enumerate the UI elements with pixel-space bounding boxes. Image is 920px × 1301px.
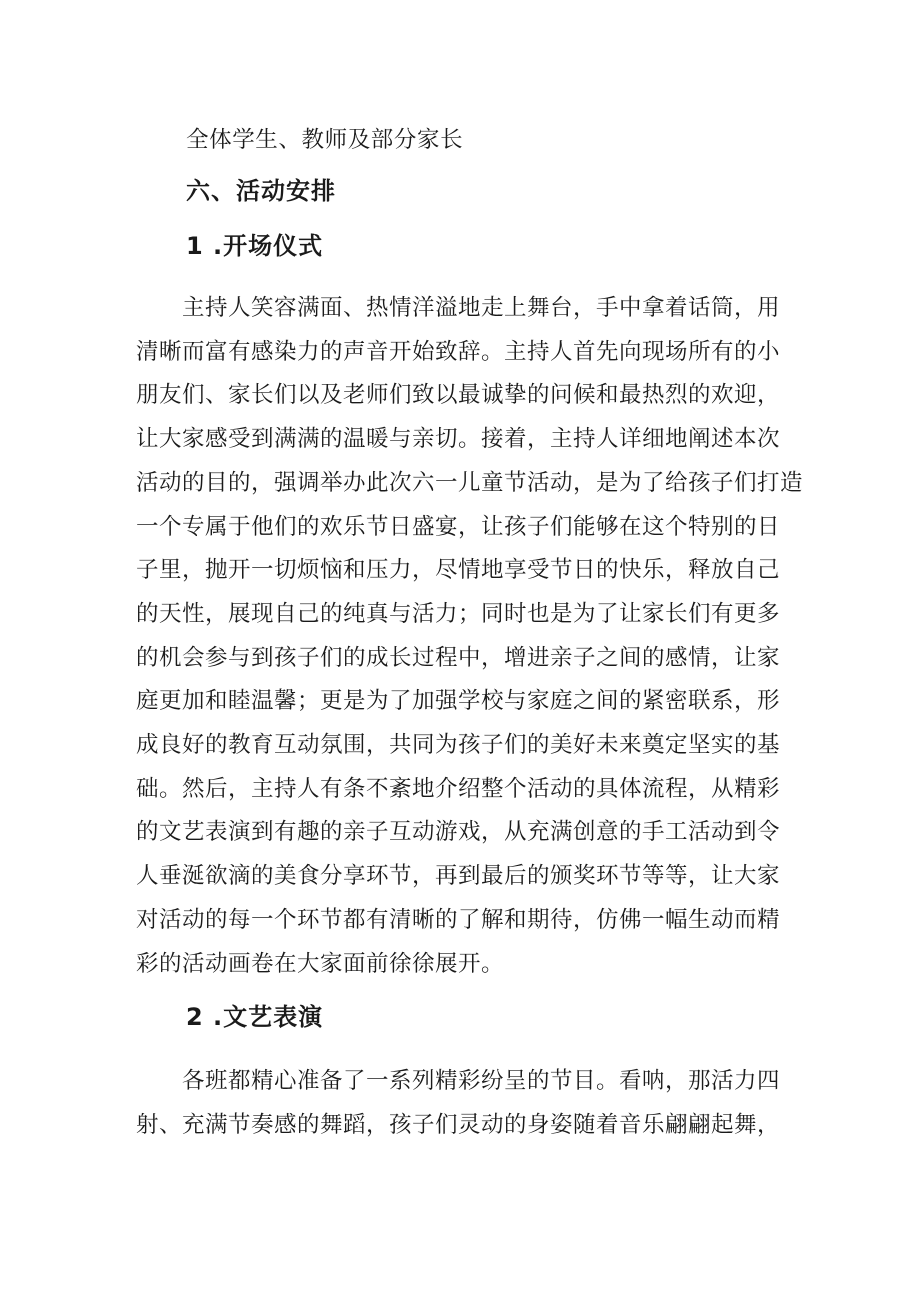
paragraph-line: 主持人笑容满面、热情洋溢地走上舞台，手中拿着话筒，用 [136, 295, 781, 321]
paragraph-line: 成良好的教育互动氛围，共同为孩子们的美好未来奠定坚实的基 [136, 732, 781, 759]
paragraph-line: 让大家感受到满满的温暖与亲切。接着，主持人详细地阐述本次 [136, 426, 781, 453]
subheading-opening-ceremony: 1 .开场仪式 [186, 232, 324, 260]
paragraph-line: 的机会参与到孩子们的成长过程中，增进亲子之间的感情，让家 [136, 644, 781, 671]
section-heading: 六、活动安排 [186, 177, 336, 205]
paragraph-line: 人垂涎欲滴的美食分享环节，再到最后的颁奖环节等等，让大家 [136, 863, 781, 890]
paragraph-line: 的天性，展现自己的纯真与活力；同时也是为了让家长们有更多 [136, 600, 781, 627]
paragraph-line: 射、充满节奏感的舞蹈，孩子们灵动的身姿随着音乐翩翩起舞， [136, 1111, 781, 1138]
paragraph-line: 庭更加和睦温馨；更是为了加强学校与家庭之间的紧密联系，形 [136, 688, 781, 715]
paragraph-line: 子里，抛开一切烦恼和压力，尽情地享受节日的快乐，释放自己 [136, 557, 781, 584]
paragraph-line: 彩的活动画卷在大家面前徐徐展开。 [136, 950, 505, 977]
paragraph-line: 各班都精心准备了一系列精彩纷呈的节目。看呐，那活力四 [136, 1068, 781, 1094]
paragraph-line: 一个专属于他们的欢乐节日盛宴，让孩子们能够在这个特别的日 [136, 513, 781, 540]
subheading-performance: 2 .文艺表演 [186, 1003, 324, 1031]
paragraph-line: 朋友们、家长们以及老师们致以最诚挚的问候和最热烈的欢迎， [136, 382, 781, 409]
audience-line: 全体学生、教师及部分家长 [186, 127, 464, 153]
paragraph-line: 础。然后，主持人有条不紊地介绍整个活动的具体流程，从精彩 [136, 775, 781, 802]
paragraph-line: 对活动的每一个环节都有清晰的了解和期待，仿佛一幅生动而精 [136, 906, 781, 933]
paragraph-performance [136, 1060, 788, 1147]
paragraph-line: 活动的目的，强调举办此次六一儿童节活动，是为了给孩子们打造 [136, 469, 804, 496]
paragraph-opening [136, 287, 804, 986]
paragraph-line: 的文艺表演到有趣的亲子互动游戏，从充满创意的手工活动到令 [136, 819, 781, 846]
paragraph-line: 清晰而富有感染力的声音开始致辞。主持人首先向现场所有的小 [136, 338, 781, 365]
